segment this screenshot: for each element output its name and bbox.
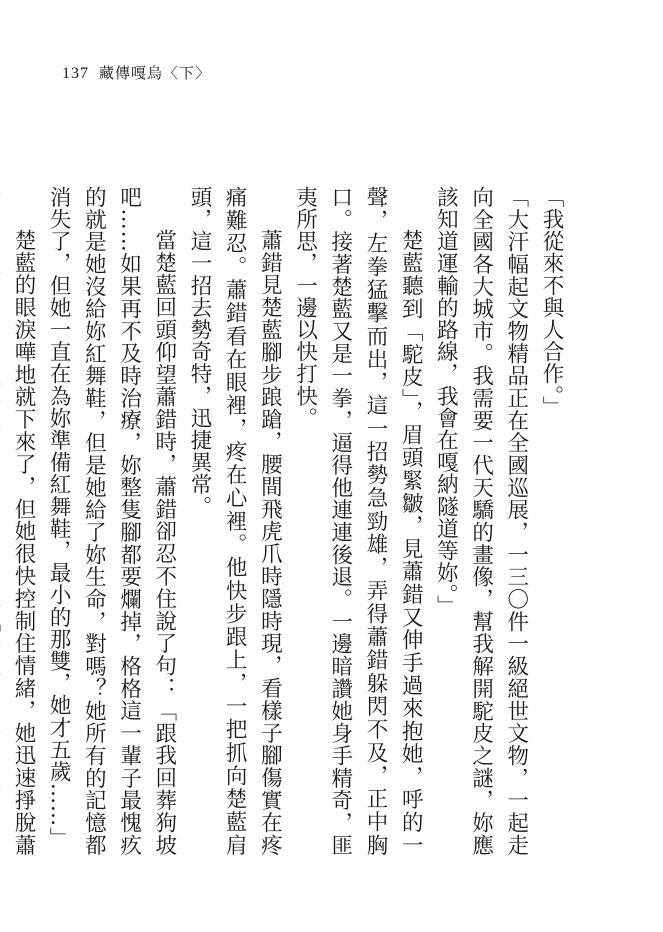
page-number: 137 — [62, 65, 89, 82]
running-header — [62, 62, 211, 83]
body-text — [0, 186, 569, 856]
paragraph: 蕭錯見楚藍腳步踉蹌，腰間飛虎爪時隱時現，看樣子腳傷實在疼痛難忍。蕭錯看在眼裡，疼在心裡。他快步跟上，一把抓向楚藍肩頭，這一招去勢奇特，迅捷異常。 — [186, 186, 283, 856]
paragraph: 「大汗幅起文物精品正在全國巡展，一三〇件一級絕世文物，一起走向全國各大城市。我需要一代天驕的畫像，幫我解開駝皮之謎，妳應該知道運輸的路線，我會在嘎納隧道等妳。」 — [433, 186, 529, 856]
book-title: 藏傳嘎烏〈下〉 — [99, 64, 212, 82]
paragraph: 楚藍聽到「駝皮」，眉頭緊皺，見蕭錯又伸手過來抱她，呼的一聲，左拳猛擊而出，這一招勢急勁雄，弄得蕭錯躲閃不及，正中胸口。接著楚藍又是一拳，逼得他連連後退。一邊暗讚她身手精奇，匪夷所思，一邊以快打快。 — [292, 186, 424, 856]
paragraph: 楚藍的眼淚嘩地就下來了，但她很快控制住情緒，她迅速掙脫蕭 — [10, 229, 36, 856]
paragraph: 「我從來不與人合作。」 — [539, 186, 564, 419]
paragraph: 當楚藍回頭仰望蕭錯時，蕭錯卻忍不住說了句：「跟我回葬狗坡吧……如果再不及時治療，妳整隻腳都要爛掉，格格這一輩子最愧疚的就是她沒給妳紅舞鞋，但是她給了妳生命，對嗎？她所有的記憶都消失了，但她一直在為妳準備紅舞鞋，最小的那雙，她才五歲……」 — [46, 186, 177, 856]
